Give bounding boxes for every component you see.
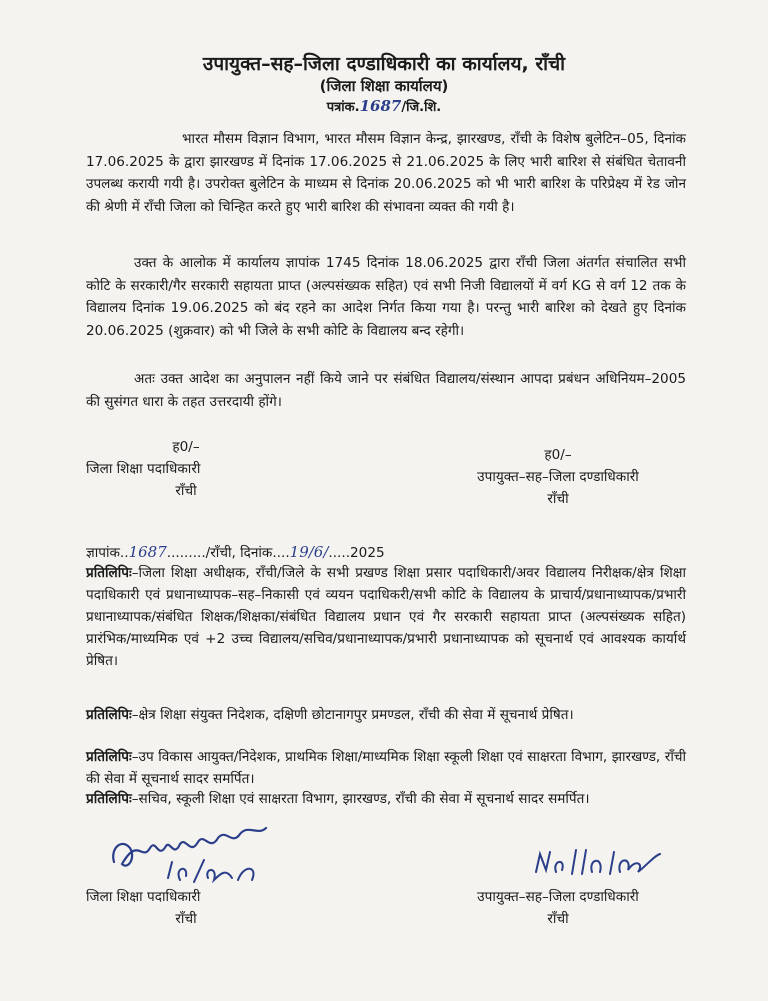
- place: राँची: [175, 483, 197, 499]
- place: राँची: [175, 911, 197, 927]
- copy-to-2: [86, 704, 686, 726]
- handwritten-signature-deo: [108, 818, 278, 890]
- handwritten-signature-dc: [532, 842, 664, 882]
- paragraph-weather-bulletin: भारत मौसम विज्ञान विभाग, भारत मौसम विज्ञान केन्द्र, झारखण्ड, राँची के विशेष बुलेटिन–05, दिनांक 17.06.2025 के द्वारा झारखण्ड में दिनांक 17.06.2025 से 21.06.2025 के लिए भारी बारिश से संबंधित चेतावनी उपलब्ध करायी गयी है। उपरोक्त बुलेटिन के माध्यम से दिनांक 20.06.2025 को भी भारी बारिश के परिप्रेक्ष्य में रेड जोन की श्रेणी में राँची जिला को चिन्हित करते हुए भारी बारिश की संभावना व्यक्त की गयी है।: [86, 131, 686, 215]
- copy-label: प्रतिलिपिः: [86, 749, 132, 765]
- designation: उपायुक्त–सह–जिला दण्डाधिकारी: [477, 469, 639, 485]
- memo-number-line: ज्ञापांक..1687........./राँची, दिनांक....19/6/.....2025: [86, 543, 385, 561]
- letter-number-line: पत्रांक.1687/जि.शि.: [326, 97, 442, 115]
- signature-block-dc-top: [448, 444, 668, 510]
- place: राँची: [547, 911, 569, 927]
- signed-mark: ह0/–: [172, 439, 200, 455]
- copy-to-1: [86, 562, 686, 672]
- letter-prefix: पत्रांक: [326, 100, 355, 115]
- designation: जिला शिक्षा पदाधिकारी: [86, 889, 201, 905]
- memo-place: /राँची, दिनांक: [205, 545, 273, 561]
- paragraph-school-closure: उक्त के आलोक में कार्यालय ज्ञापांक 1745 दिनांक 18.06.2025 द्वारा राँची जिला अंतर्गत संचालित सभी कोटि के सरकारी/गैर सरकारी सहायता प्राप्त (अल्पसंख्यक सहित) एवं सभी निजी विद्यालयों में वर्ग KG से वर्ग 12 तक के विद्यालय दिनांक 19.06.2025 को बंद रहने का आदेश निर्गत किया गया है। परन्तु भारी बारिश को देखते हुए दिनांक 20.06.2025 (शुक्रवार) को भी जिले के सभी कोटि के विद्यालय बन्द रहेगी।: [86, 255, 686, 339]
- signature-block-dc-bottom: [448, 886, 668, 930]
- handwritten-date: 19/6/: [289, 543, 329, 561]
- copy-to-3: [86, 746, 686, 790]
- office-title: उपायुक्त–सह–जिला दण्डाधिकारी का कार्यालय, राँची: [202, 53, 566, 75]
- handwritten-letter-number: 1687: [359, 97, 402, 115]
- copy-text: –जिला शिक्षा अधीक्षक, राँची/जिले के सभी प्रखण्ड शिक्षा प्रसार पदाधिकारी/अवर विद्यालय निरीक्षक/क्षेत्र शिक्षा पदाधिकारी एवं प्रधानाध्यापक–सह–निकासी एवं व्ययन पदाधिकरी/सभी कोटि के विद्यालय के प्राचार्य/प्रधानाध्यापक/प्रभारी प्रधानाध्यापक/संबंधित शिक्षक/शिक्षका/संबंधित विद्यालय प्रधान एवं गैर सरकारी सहायता प्राप्त (अल्पसंख्यक सहित) प्रारंभिक/माध्यमिक एवं +2 उच्च विद्यालय/सचिव/प्रधानाध्यापक/प्रभारी प्रधानाध्यापक को सूचनार्थ एवं आवश्यक कार्यार्थ प्रेषित।: [86, 565, 686, 669]
- letter-suffix: /जि.शि.: [401, 100, 442, 115]
- copy-label: प्रतिलिपिः: [86, 791, 132, 807]
- signature-block-deo-bottom: [86, 886, 286, 930]
- copy-text: –सचिव, स्कूली शिक्षा एवं साक्षरता विभाग, झारखण्ड, राँची की सेवा में सूचनार्थ सादर समर्पित।: [131, 791, 590, 807]
- paragraph-compliance: अतः उक्त आदेश का अनुपालन नहीं किये जाने पर संबंधित विद्यालय/संस्थान आपदा प्रबंधन अधिनियम–2005 की सुसंगत धारा के तहत उत्तरदायी होंगे।: [86, 371, 686, 410]
- copy-text: –क्षेत्र शिक्षा संयुक्त निदेशक, दक्षिणी छोटानागपुर प्रमण्डल, राँची की सेवा में सूचनार्थ प्रेषित।: [131, 707, 574, 723]
- memo-year: 2025: [350, 545, 385, 561]
- copy-label: प्रतिलिपिः: [86, 565, 132, 581]
- place: राँची: [547, 491, 569, 507]
- signed-mark: ह0/–: [544, 447, 572, 463]
- office-subtitle: (जिला शिक्षा कार्यालय): [319, 77, 449, 95]
- handwritten-memo-number: 1687: [128, 543, 167, 561]
- designation: उपायुक्त–सह–जिला दण्डाधिकारी: [477, 889, 639, 905]
- copy-text: –उप विकास आयुक्त/निदेशक, प्राथमिक शिक्षा/माध्यमिक शिक्षा स्कूली शिक्षा एवं साक्षरता विभाग, झारखण्ड, राँची की सेवा में सूचनार्थ सादर समर्पित।: [86, 749, 686, 787]
- designation: जिला शिक्षा पदाधिकारी: [86, 461, 201, 477]
- memo-prefix: ज्ञापांक: [86, 545, 120, 561]
- copy-label: प्रतिलिपिः: [86, 707, 132, 723]
- copy-to-4: [86, 788, 686, 810]
- signature-block-deo-top: [86, 436, 286, 502]
